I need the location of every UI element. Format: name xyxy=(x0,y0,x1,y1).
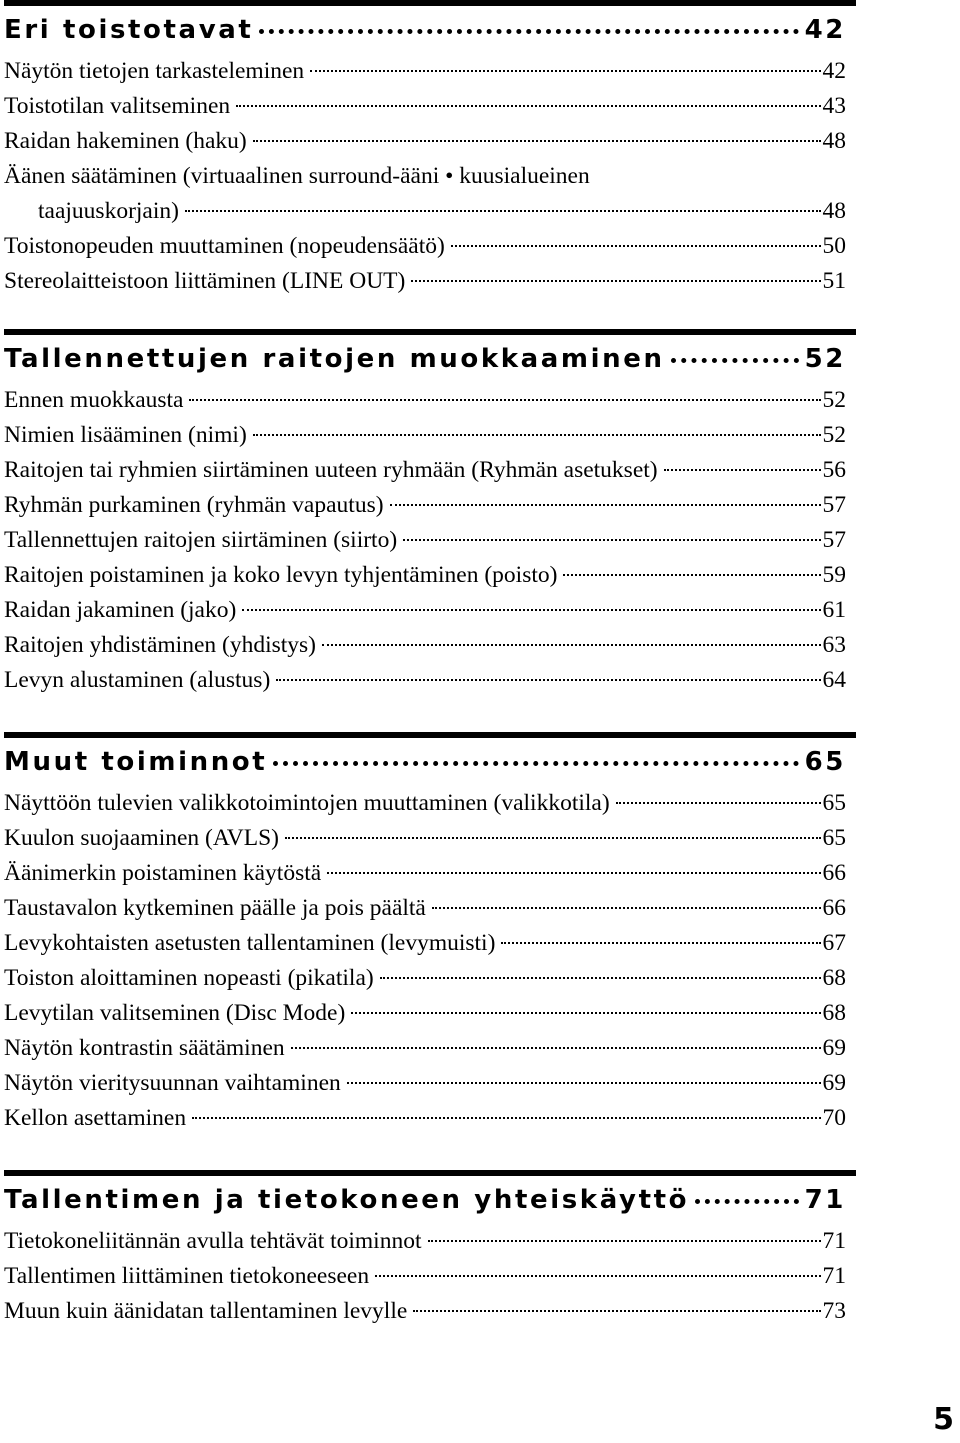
table-of-contents xyxy=(4,0,856,1329)
entry-label: Toiston aloittaminen nopeasti (pikatila) xyxy=(4,965,374,991)
section-heading[interactable] xyxy=(4,1176,856,1224)
toc-entry[interactable] xyxy=(4,891,856,926)
entry-label: Ennen muokkausta xyxy=(4,387,184,413)
dot-leader xyxy=(189,399,820,401)
section-heading[interactable] xyxy=(4,738,856,786)
entry-label: Näytön kontrastin säätäminen xyxy=(4,1035,285,1061)
entry-page: 71 xyxy=(822,1263,846,1289)
entry-label: Kuulon suojaaminen (AVLS) xyxy=(4,825,280,851)
entry-label: Raitojen poistaminen ja koko levyn tyhjentäminen (poisto) xyxy=(4,562,558,588)
entry-page: 64 xyxy=(822,667,846,693)
entry-label: Tallennettujen raitojen siirtäminen (siirto) xyxy=(4,527,398,553)
toc-entry[interactable] xyxy=(4,54,856,89)
toc-entry[interactable] xyxy=(4,961,856,996)
toc-entry[interactable] xyxy=(4,89,856,124)
section-page: 42 xyxy=(804,15,846,45)
entry-label: Ryhmän purkaminen (ryhmän vapautus) xyxy=(4,492,384,518)
dot-leader xyxy=(671,358,799,363)
entry-page: 52 xyxy=(822,422,846,448)
toc-entry[interactable] xyxy=(4,264,856,299)
toc-entry[interactable] xyxy=(4,488,856,523)
entry-page: 70 xyxy=(822,1105,846,1131)
dot-leader xyxy=(259,29,798,34)
toc-entry[interactable] xyxy=(4,1294,856,1329)
toc-entry[interactable] xyxy=(4,124,856,159)
entry-label: Näytön tietojen tarkasteleminen xyxy=(4,58,305,84)
entry-page: 51 xyxy=(822,268,846,294)
dot-leader xyxy=(273,761,798,766)
entry-label: Näytön vieritysuunnan vaihtaminen xyxy=(4,1070,341,1096)
section-heading[interactable] xyxy=(4,6,856,54)
entry-label: Levyn alustaminen (alustus) xyxy=(4,667,271,693)
entry-page: 52 xyxy=(822,387,846,413)
entry-label: Raidan jakaminen (jako) xyxy=(4,597,237,623)
toc-entry[interactable] xyxy=(4,1101,856,1136)
entry-page: 66 xyxy=(822,895,846,921)
entry-label: Äänen säätäminen (virtuaalinen surround-ääni • kuusialueinen xyxy=(4,163,590,189)
toc-entry[interactable] xyxy=(4,453,856,488)
entry-page: 71 xyxy=(822,1228,846,1254)
entry-label: Tietokoneliitännän avulla tehtävät toiminnot xyxy=(4,1228,422,1254)
entry-page: 65 xyxy=(822,825,846,851)
page-number: 5 xyxy=(933,1402,954,1437)
dot-leader xyxy=(192,1117,820,1119)
toc-entry[interactable] xyxy=(4,593,856,628)
dot-leader xyxy=(285,837,820,839)
entry-label: Taustavalon kytkeminen päälle ja pois päältä xyxy=(4,895,426,921)
entry-page: 69 xyxy=(822,1035,846,1061)
entry-page: 65 xyxy=(822,790,846,816)
toc-entry[interactable] xyxy=(4,558,856,593)
entry-page: 50 xyxy=(822,233,846,259)
dot-leader xyxy=(451,245,821,247)
toc-entry[interactable] xyxy=(4,523,856,558)
toc-section xyxy=(4,732,856,1136)
entry-page: 68 xyxy=(822,1000,846,1026)
dot-leader xyxy=(327,872,820,874)
toc-entry[interactable] xyxy=(4,1224,856,1259)
toc-entry[interactable] xyxy=(4,926,856,961)
entry-label: Muun kuin äänidatan tallentaminen levylle xyxy=(4,1298,408,1324)
dot-leader xyxy=(390,504,821,506)
toc-entry-line2[interactable] xyxy=(4,194,856,229)
dot-leader xyxy=(322,644,821,646)
dot-leader xyxy=(185,210,821,212)
entry-page: 67 xyxy=(822,930,846,956)
entry-label: Levytilan valitseminen (Disc Mode) xyxy=(4,1000,346,1026)
toc-entry[interactable] xyxy=(4,856,856,891)
entry-label: Raitojen yhdistäminen (yhdistys) xyxy=(4,632,316,658)
toc-entry-line1[interactable] xyxy=(4,159,856,194)
section-title: Tallennettujen raitojen muokkaaminen xyxy=(4,344,665,374)
toc-entry[interactable] xyxy=(4,628,856,663)
entry-page: 63 xyxy=(822,632,846,658)
dot-leader xyxy=(347,1082,821,1084)
entry-label: Toistotilan valitseminen xyxy=(4,93,231,119)
dot-leader xyxy=(236,105,820,107)
toc-section xyxy=(4,1170,856,1329)
dot-leader xyxy=(616,802,821,804)
entry-label: Stereolaitteistoon liittäminen (LINE OUT) xyxy=(4,268,406,294)
dot-leader xyxy=(411,280,820,282)
entry-page: 59 xyxy=(822,562,846,588)
toc-entry[interactable] xyxy=(4,1259,856,1294)
entry-page: 43 xyxy=(822,93,846,119)
dot-leader xyxy=(291,1047,821,1049)
entry-label: Levykohtaisten asetusten tallentaminen (levymuisti) xyxy=(4,930,496,956)
dot-leader xyxy=(403,539,820,541)
toc-entry[interactable] xyxy=(4,1066,856,1101)
section-page: 71 xyxy=(804,1185,846,1215)
dot-leader xyxy=(695,1199,799,1204)
dot-leader xyxy=(253,434,821,436)
entry-page: 48 xyxy=(822,128,846,154)
toc-entry[interactable] xyxy=(4,996,856,1031)
entry-page: 68 xyxy=(822,965,846,991)
toc-entry[interactable] xyxy=(4,383,856,418)
dot-leader xyxy=(253,140,821,142)
dot-leader xyxy=(432,907,821,909)
entry-label: Nimien lisääminen (nimi) xyxy=(4,422,247,448)
section-heading[interactable] xyxy=(4,335,856,383)
entry-page: 48 xyxy=(822,198,846,224)
section-title: Muut toiminnot xyxy=(4,747,268,777)
dot-leader xyxy=(501,942,820,944)
entry-label: Tallentimen liittäminen tietokoneeseen xyxy=(4,1263,370,1289)
entry-page: 61 xyxy=(822,597,846,623)
dot-leader xyxy=(413,1310,820,1312)
section-page: 52 xyxy=(804,344,846,374)
dot-leader xyxy=(310,70,820,72)
toc-entry[interactable] xyxy=(4,418,856,453)
dot-leader xyxy=(351,1012,820,1014)
dot-leader xyxy=(375,1275,820,1277)
entry-label: Äänimerkin poistaminen käytöstä xyxy=(4,860,322,886)
toc-section xyxy=(4,0,856,299)
entry-label-continued: taajuuskorjain) xyxy=(38,198,179,224)
toc-entry[interactable] xyxy=(4,663,856,698)
entry-label: Näyttöön tulevien valikkotoimintojen muuttaminen (valikkotila) xyxy=(4,790,610,816)
dot-leader xyxy=(664,469,821,471)
toc-entry[interactable] xyxy=(4,821,856,856)
entry-label: Kellon asettaminen xyxy=(4,1105,187,1131)
section-title: Eri toistotavat xyxy=(4,15,254,45)
entry-label: Raitojen tai ryhmien siirtäminen uuteen ryhmään (Ryhmän asetukset) xyxy=(4,457,658,483)
toc-entry[interactable] xyxy=(4,1031,856,1066)
entry-page: 56 xyxy=(822,457,846,483)
dot-leader xyxy=(276,679,820,681)
dot-leader xyxy=(242,609,820,611)
entry-label: Toistonopeuden muuttaminen (nopeudensäätö) xyxy=(4,233,445,259)
section-title: Tallentimen ja tietokoneen yhteiskäyttö xyxy=(4,1185,690,1215)
dot-leader xyxy=(563,574,820,576)
entry-page: 69 xyxy=(822,1070,846,1096)
entry-page: 57 xyxy=(822,527,846,553)
entry-page: 73 xyxy=(822,1298,846,1324)
dot-leader xyxy=(380,977,821,979)
section-page: 65 xyxy=(804,747,846,777)
entry-page: 42 xyxy=(822,58,846,84)
entry-label: Raidan hakeminen (haku) xyxy=(4,128,247,154)
toc-entry[interactable] xyxy=(4,786,856,821)
toc-section xyxy=(4,329,856,698)
entry-page: 66 xyxy=(822,860,846,886)
dot-leader xyxy=(428,1240,821,1242)
entry-page: 57 xyxy=(822,492,846,518)
toc-entry[interactable] xyxy=(4,229,856,264)
